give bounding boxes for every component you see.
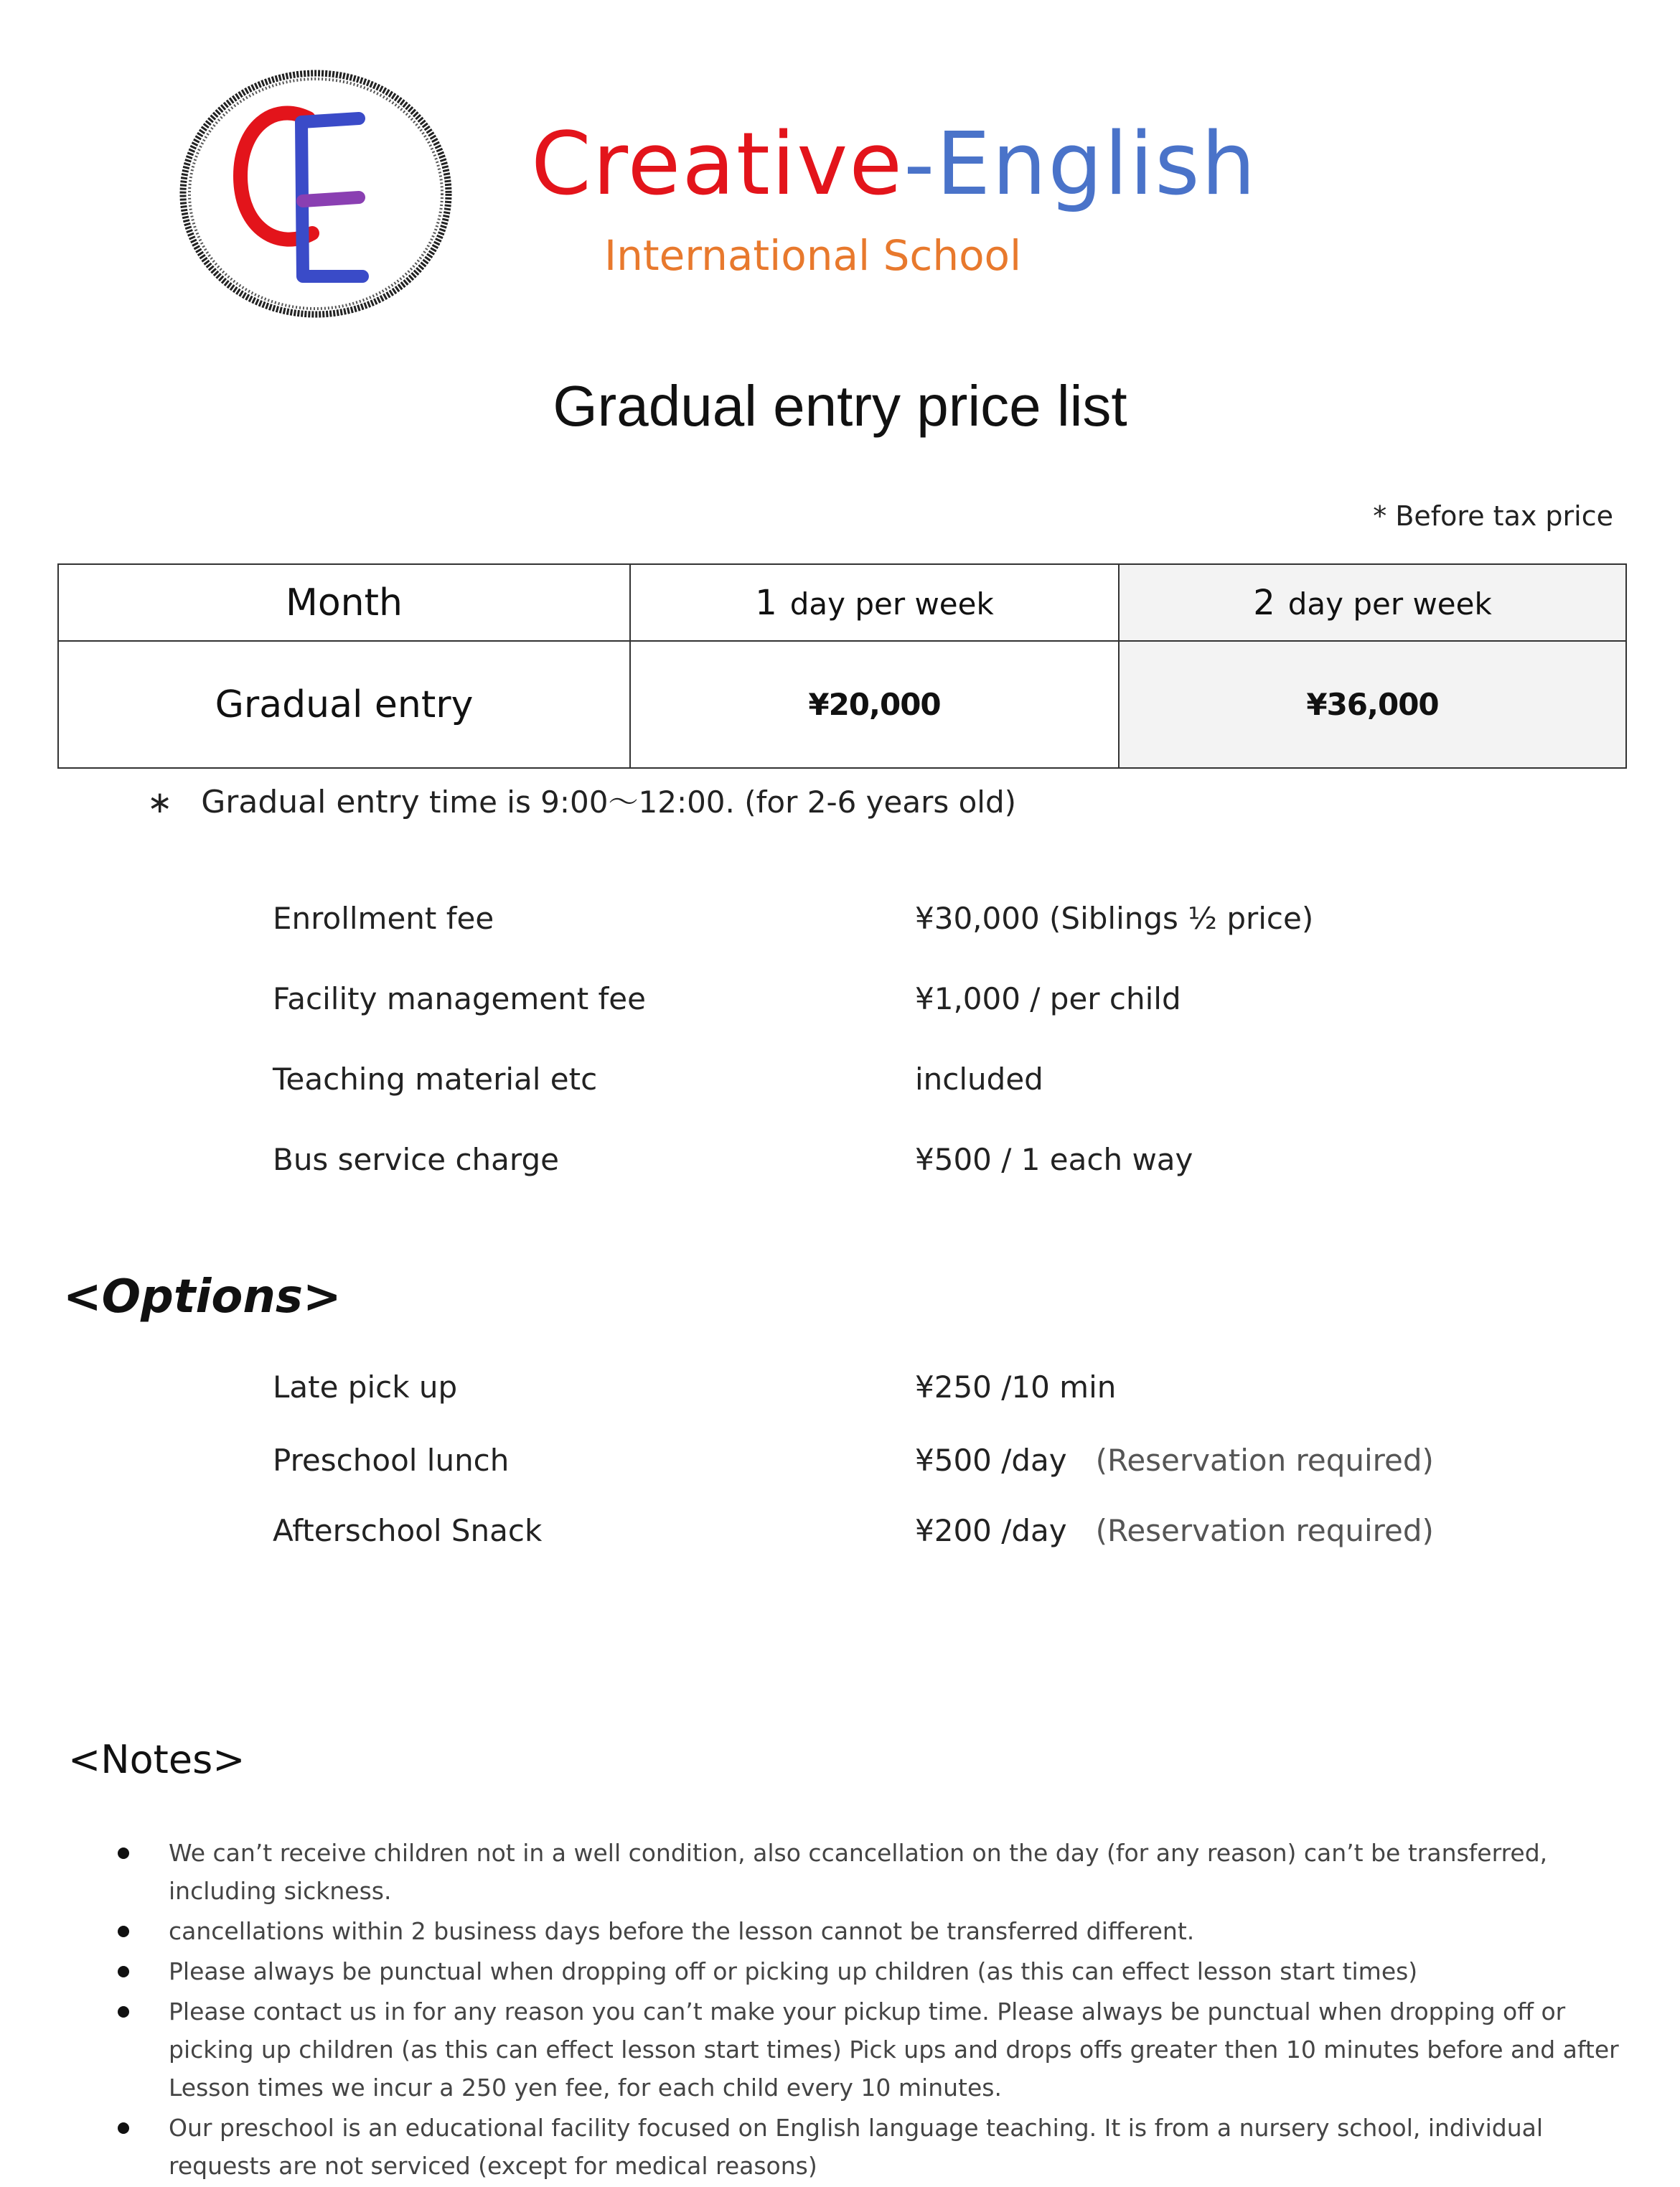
price-table-row bbox=[58, 641, 1626, 768]
price-1-day-cell bbox=[630, 641, 1119, 768]
price-2-day: ¥36,000 bbox=[1306, 687, 1439, 722]
note-text: cancellations within 2 business days before the lesson cannot be transferred different. bbox=[169, 1917, 1195, 1945]
price-2-day-cell bbox=[1119, 641, 1626, 768]
fee-row bbox=[273, 981, 1636, 1024]
note-text: We can’t receive children not in a well condition, also ccancellation on the day (for any reason) can’t be transferred, including sickness. bbox=[169, 1839, 1548, 1905]
header-2-day-number: 2 bbox=[1253, 582, 1275, 623]
fee-label: Bus service charge bbox=[273, 1142, 559, 1177]
entry-note-text: time is 9:00〜12:00. (for 2-6 years old) bbox=[419, 785, 1017, 820]
header-month-label: Month bbox=[286, 581, 403, 624]
brand-name-creative: Creative bbox=[531, 115, 904, 215]
fee-value: ¥30,000 (Siblings ½ price) bbox=[915, 901, 1314, 936]
note-text: Please always be punctual when dropping off or picking up children (as this can effect lesson start times) bbox=[169, 1957, 1418, 1985]
fee-value: ¥1,000 / per child bbox=[915, 981, 1181, 1016]
option-price: ¥250 /10 min bbox=[915, 1369, 1117, 1405]
notes-heading: <Notes> bbox=[68, 1737, 245, 1782]
note-item bbox=[115, 1952, 1629, 1990]
note-item bbox=[115, 1834, 1629, 1910]
fee-value: included bbox=[915, 1062, 1043, 1097]
header-month-cell bbox=[58, 564, 630, 641]
fee-label: Enrollment fee bbox=[273, 901, 494, 936]
note-text: Our preschool is an educational facility focused on English language teaching. It is from a nursery school, individual requests are not serviced (except for medical reasons) bbox=[169, 2114, 1543, 2180]
fee-row bbox=[273, 1062, 1636, 1105]
note-text: Please contact us in for any reason you can’t make your pickup time. Please always be punctual when dropping off or picking up children (as this can effect lesson start times) Pick ups and drops offs greater then 10 minutes before and after Lesson times we incur a 250 yen fee, for each child every 10 minutes. bbox=[169, 1998, 1619, 2102]
option-note: (Reservation required) bbox=[1095, 1513, 1434, 1548]
option-price: ¥200 /day bbox=[915, 1513, 1067, 1548]
notes-list bbox=[115, 1834, 1629, 2187]
brand-name bbox=[531, 115, 1257, 215]
note-item bbox=[115, 2109, 1629, 2185]
note-item bbox=[115, 1992, 1629, 2107]
option-value bbox=[915, 1443, 1434, 1478]
fee-label: Teaching material etc bbox=[273, 1062, 598, 1097]
price-table-header-row bbox=[58, 564, 1626, 641]
fee-row bbox=[273, 901, 1636, 944]
option-value bbox=[915, 1513, 1434, 1548]
tax-note: * Before tax price bbox=[1373, 500, 1613, 532]
entry-time-note bbox=[147, 779, 1016, 822]
option-row bbox=[273, 1443, 1636, 1486]
bullet-icon bbox=[118, 2122, 129, 2134]
header-1-day-number: 1 bbox=[755, 582, 777, 623]
header-1-day-text: day per week bbox=[789, 586, 994, 622]
entry-note-lead: Gradual entry bbox=[201, 784, 420, 820]
price-1-day: ¥20,000 bbox=[808, 687, 941, 722]
fee-row bbox=[273, 1142, 1636, 1185]
option-row bbox=[273, 1369, 1636, 1413]
note-item bbox=[115, 1912, 1629, 1950]
option-label: Late pick up bbox=[273, 1369, 458, 1405]
note-asterisk: ∗ bbox=[147, 785, 173, 820]
option-price: ¥500 /day bbox=[915, 1443, 1067, 1478]
fee-value: ¥500 / 1 each way bbox=[915, 1142, 1193, 1177]
option-label: Afterschool Snack bbox=[273, 1513, 543, 1548]
option-value bbox=[915, 1369, 1145, 1405]
option-note: (Reservation required) bbox=[1095, 1443, 1434, 1478]
fee-label: Facility management fee bbox=[273, 981, 646, 1016]
bullet-icon bbox=[118, 2006, 129, 2018]
gradual-entry-label: Gradual entry bbox=[215, 683, 474, 726]
page-title: Gradual entry price list bbox=[553, 374, 1127, 438]
brand-subtitle: International School bbox=[604, 231, 1022, 280]
bullet-icon bbox=[118, 1926, 129, 1937]
options-heading: <Options> bbox=[63, 1270, 342, 1324]
header-2-day-text: day per week bbox=[1287, 586, 1492, 622]
option-row bbox=[273, 1513, 1636, 1556]
bullet-icon bbox=[118, 1848, 129, 1859]
brand-name-english: -English bbox=[904, 115, 1257, 215]
gradual-entry-cell bbox=[58, 641, 630, 768]
price-table bbox=[57, 563, 1627, 769]
header-1-day-cell bbox=[630, 564, 1119, 641]
logo-emblem bbox=[172, 61, 459, 327]
bullet-icon bbox=[118, 1966, 129, 1977]
option-label: Preschool lunch bbox=[273, 1443, 510, 1478]
header-2-day-cell bbox=[1119, 564, 1626, 641]
